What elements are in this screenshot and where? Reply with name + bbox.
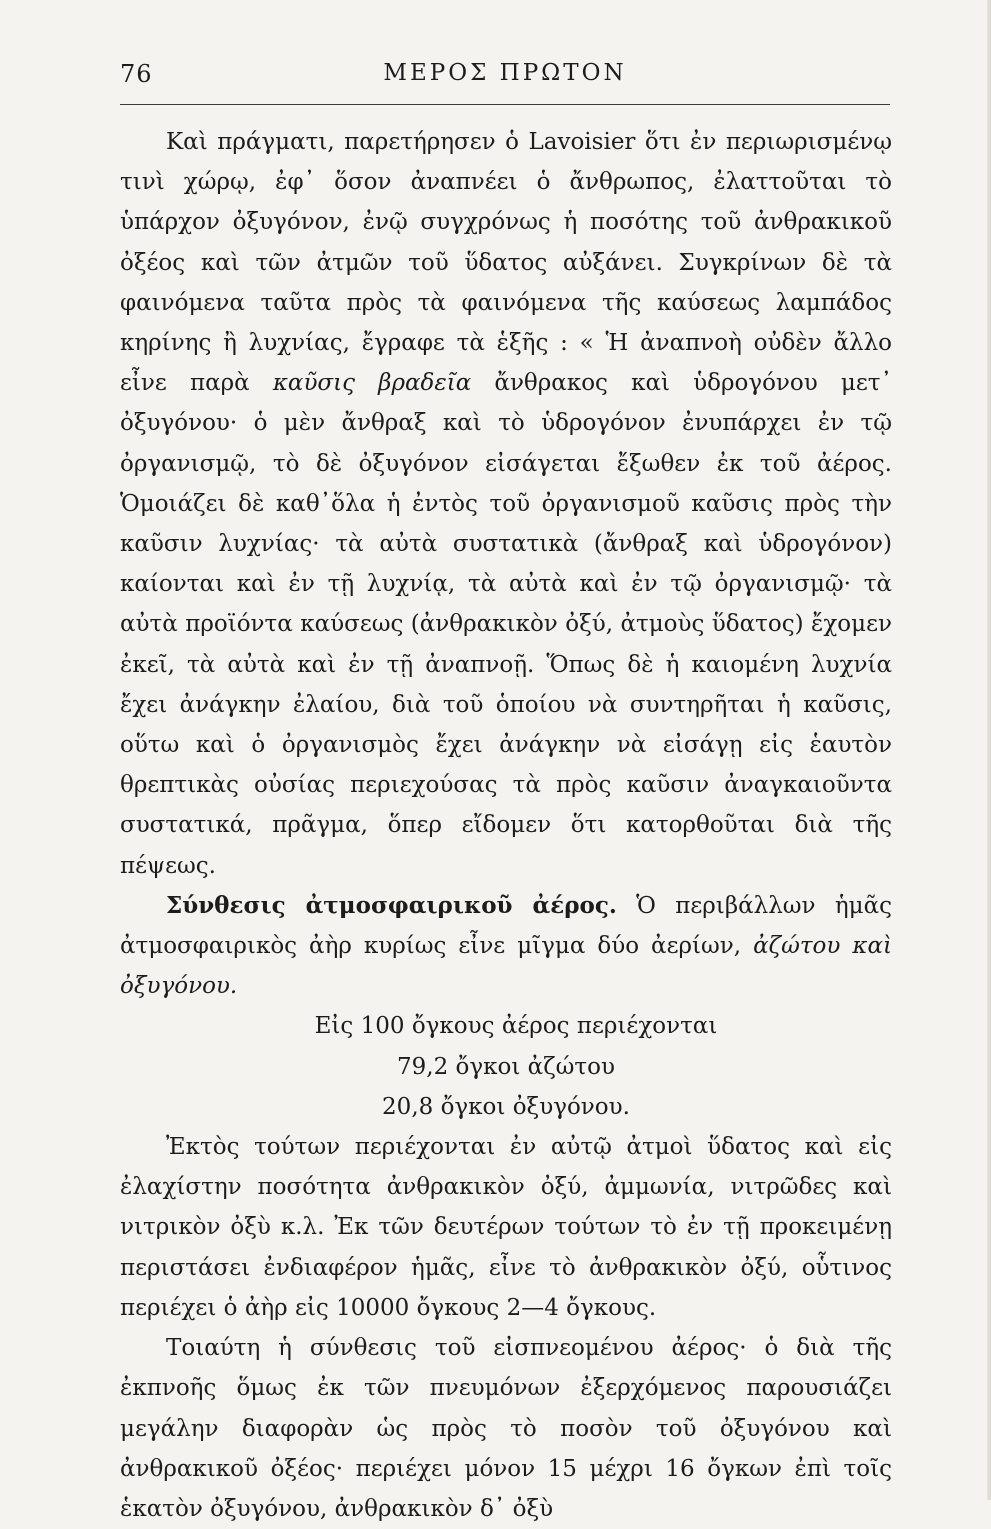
composition-block [120, 1006, 892, 1127]
paragraph-text: Καὶ πράγματι, παρετήρησεν ὁ Lavoisier ὅτι ἐν περιωρισμένῳ τινὶ χώρῳ, ἐφ᾽ ὅσον ἀναπνέει ὁ ἄνθρωπος, ἐλαττοῦται τὸ ὑπάρχον ὀξυγόνον, ἐνῷ συγχρόνως ἡ ποσότης τοῦ ἀνθρακικοῦ ὀξέος καὶ τῶν ἀτμῶν τοῦ ὕδατος αὐξάνει. Συγκρίνων δὲ τὰ φαινόμενα ταῦτα πρὸς τὰ φαινόμενα τῆς καύσεως λαμπάδος κηρίνης ἢ λυχνίας, ἔγραφε τὰ ἑξῆς : « Ἡ ἀναπνοὴ οὐδὲν ἄλλο εἶνε παρὰ [120, 129, 892, 397]
page-number: 76 [120, 60, 153, 88]
emphasis-gases: ἀζώτου καὶ ὀξυγόνου. [120, 933, 893, 1000]
paragraph-text: Ὁ περιβάλλων ἡμᾶς ἀτμοσφαιρικὸς ἀὴρ κυρίως εἶνε μῖγμα δύο ἀερίων, [120, 892, 892, 960]
section-heading: Σύνθεσις ἀτμοσφαιρικοῦ ἀέρος. [166, 891, 617, 919]
paragraph-trace-gases [120, 1127, 892, 1328]
composition-line-nitrogen: 79,2 ὄγκοι ἀζώτου [397, 1053, 615, 1080]
page-edge [987, 0, 991, 1500]
paragraph-text: Ἐκτὸς τούτων περιέχονται ἐν αὐτῷ ἀτμοὶ ὕδατος καὶ εἰς ἐλαχίστην ποσότητα ἀνθρακικὸν ὀξύ, ἀμμωνία, νιτρῶδες καὶ νιτρικὸν ὀξὺ κ.λ. Ἐκ τῶν δευτέρων τούτων τὸ ἐν τῇ προκειμένῃ περιστάσει ἐνδιαφέρον ἡμᾶς, εἶνε τὸ ἀνθρακικὸν ὀξύ, οὗτινος περιέχει ὁ ἀὴρ εἰς 10000 ὄγκους 2—4 ὄγκους. [120, 1134, 892, 1321]
emphasis-slow-combustion: καῦσις βραδεῖα [272, 370, 472, 397]
paragraph-text-continued: ἄνθρακος καὶ ὑδρογόνου μετ᾽ ὀξυγόνου· ὁ μὲν ἄνθραξ καὶ τὸ ὑδρογόνον ἐνυπάρχει ἐν τῷ ὀργανισμῷ, τὸ δὲ ὀξυγόνον εἰσάγεται ἔξωθεν ἐκ τοῦ ἀέρος. Ὁμοιάζει δὲ καθ᾽ὅλα ἡ ἐντὸς τοῦ ὀργανισμοῦ καῦσις πρὸς τὴν καῦσιν λυχνίας· τὰ αὐτὰ συστατικὰ (ἄνθραξ καὶ ὑδρογόνον) καίονται καὶ ἐν τῇ λυχνίᾳ, τὰ αὐτὰ καὶ ἐν τῷ ὀργανισμῷ· τὰ αὐτὰ προϊόντα καύσεως (ἀνθρακικὸν ὀξύ, ἀτμοὺς ὕδατος) ἔχομεν ἐκεῖ, τὰ αὐτὰ καὶ ἐν τῇ ἀναπνοῇ. Ὅπως δὲ ἡ καιομένη λυχνία ἔχει ἀνάγκην ἐλαίου, διὰ τοῦ ὁποίου νὰ συντηρῆται ἡ καῦσις, οὕτω καὶ ὁ ὀργανισμὸς ἔχει ἀνάγκην νὰ εἰσάγῃ εἰς ἑαυτὸν θρεπτικὰς οὐσίας περιεχούσας τὰ πρὸς καῦσιν ἀναγκαιοῦντα συστατικά, πρᾶγμα, ὅπερ εἴδομεν ὅτι κατορθοῦται διὰ τῆς πέψεως. [120, 370, 892, 879]
running-title: ΜΕΡΟΣ ΠΡΩΤΟΝ [383, 60, 627, 86]
body-text [120, 122, 892, 1529]
composition-line-intro: Εἰς 100 ὄγκους ἀέρος περιέχονται [314, 1013, 718, 1040]
page-header [120, 60, 890, 105]
composition-line-oxygen: 20,8 ὄγκοι ὀξυγόνου. [382, 1093, 630, 1120]
paragraph-air-composition [120, 886, 892, 1007]
paragraph-text: Τοιαύτη ἡ σύνθεσις τοῦ εἰσπνεομένου ἀέρος· ὁ διὰ τῆς ἐκπνοῆς ὅμως ἐκ τῶν πνευμόνων ἐξερχόμενος παρουσιάζει μεγάλην διαφορὰν ὡς πρὸς τὸ ποσὸν τοῦ ὀξυγόνου καὶ ἀνθρακικοῦ ὀξέος· περιέχει μόνον 15 μέχρι 16 ὄγκων ἐπὶ τοῖς ἑκατὸν ὀξυγόνου, ἀνθρακικὸν δ᾽ ὀξὺ [120, 1335, 892, 1522]
paragraph-lavoisier [120, 122, 892, 886]
paragraph-exhaled-air [120, 1328, 892, 1529]
